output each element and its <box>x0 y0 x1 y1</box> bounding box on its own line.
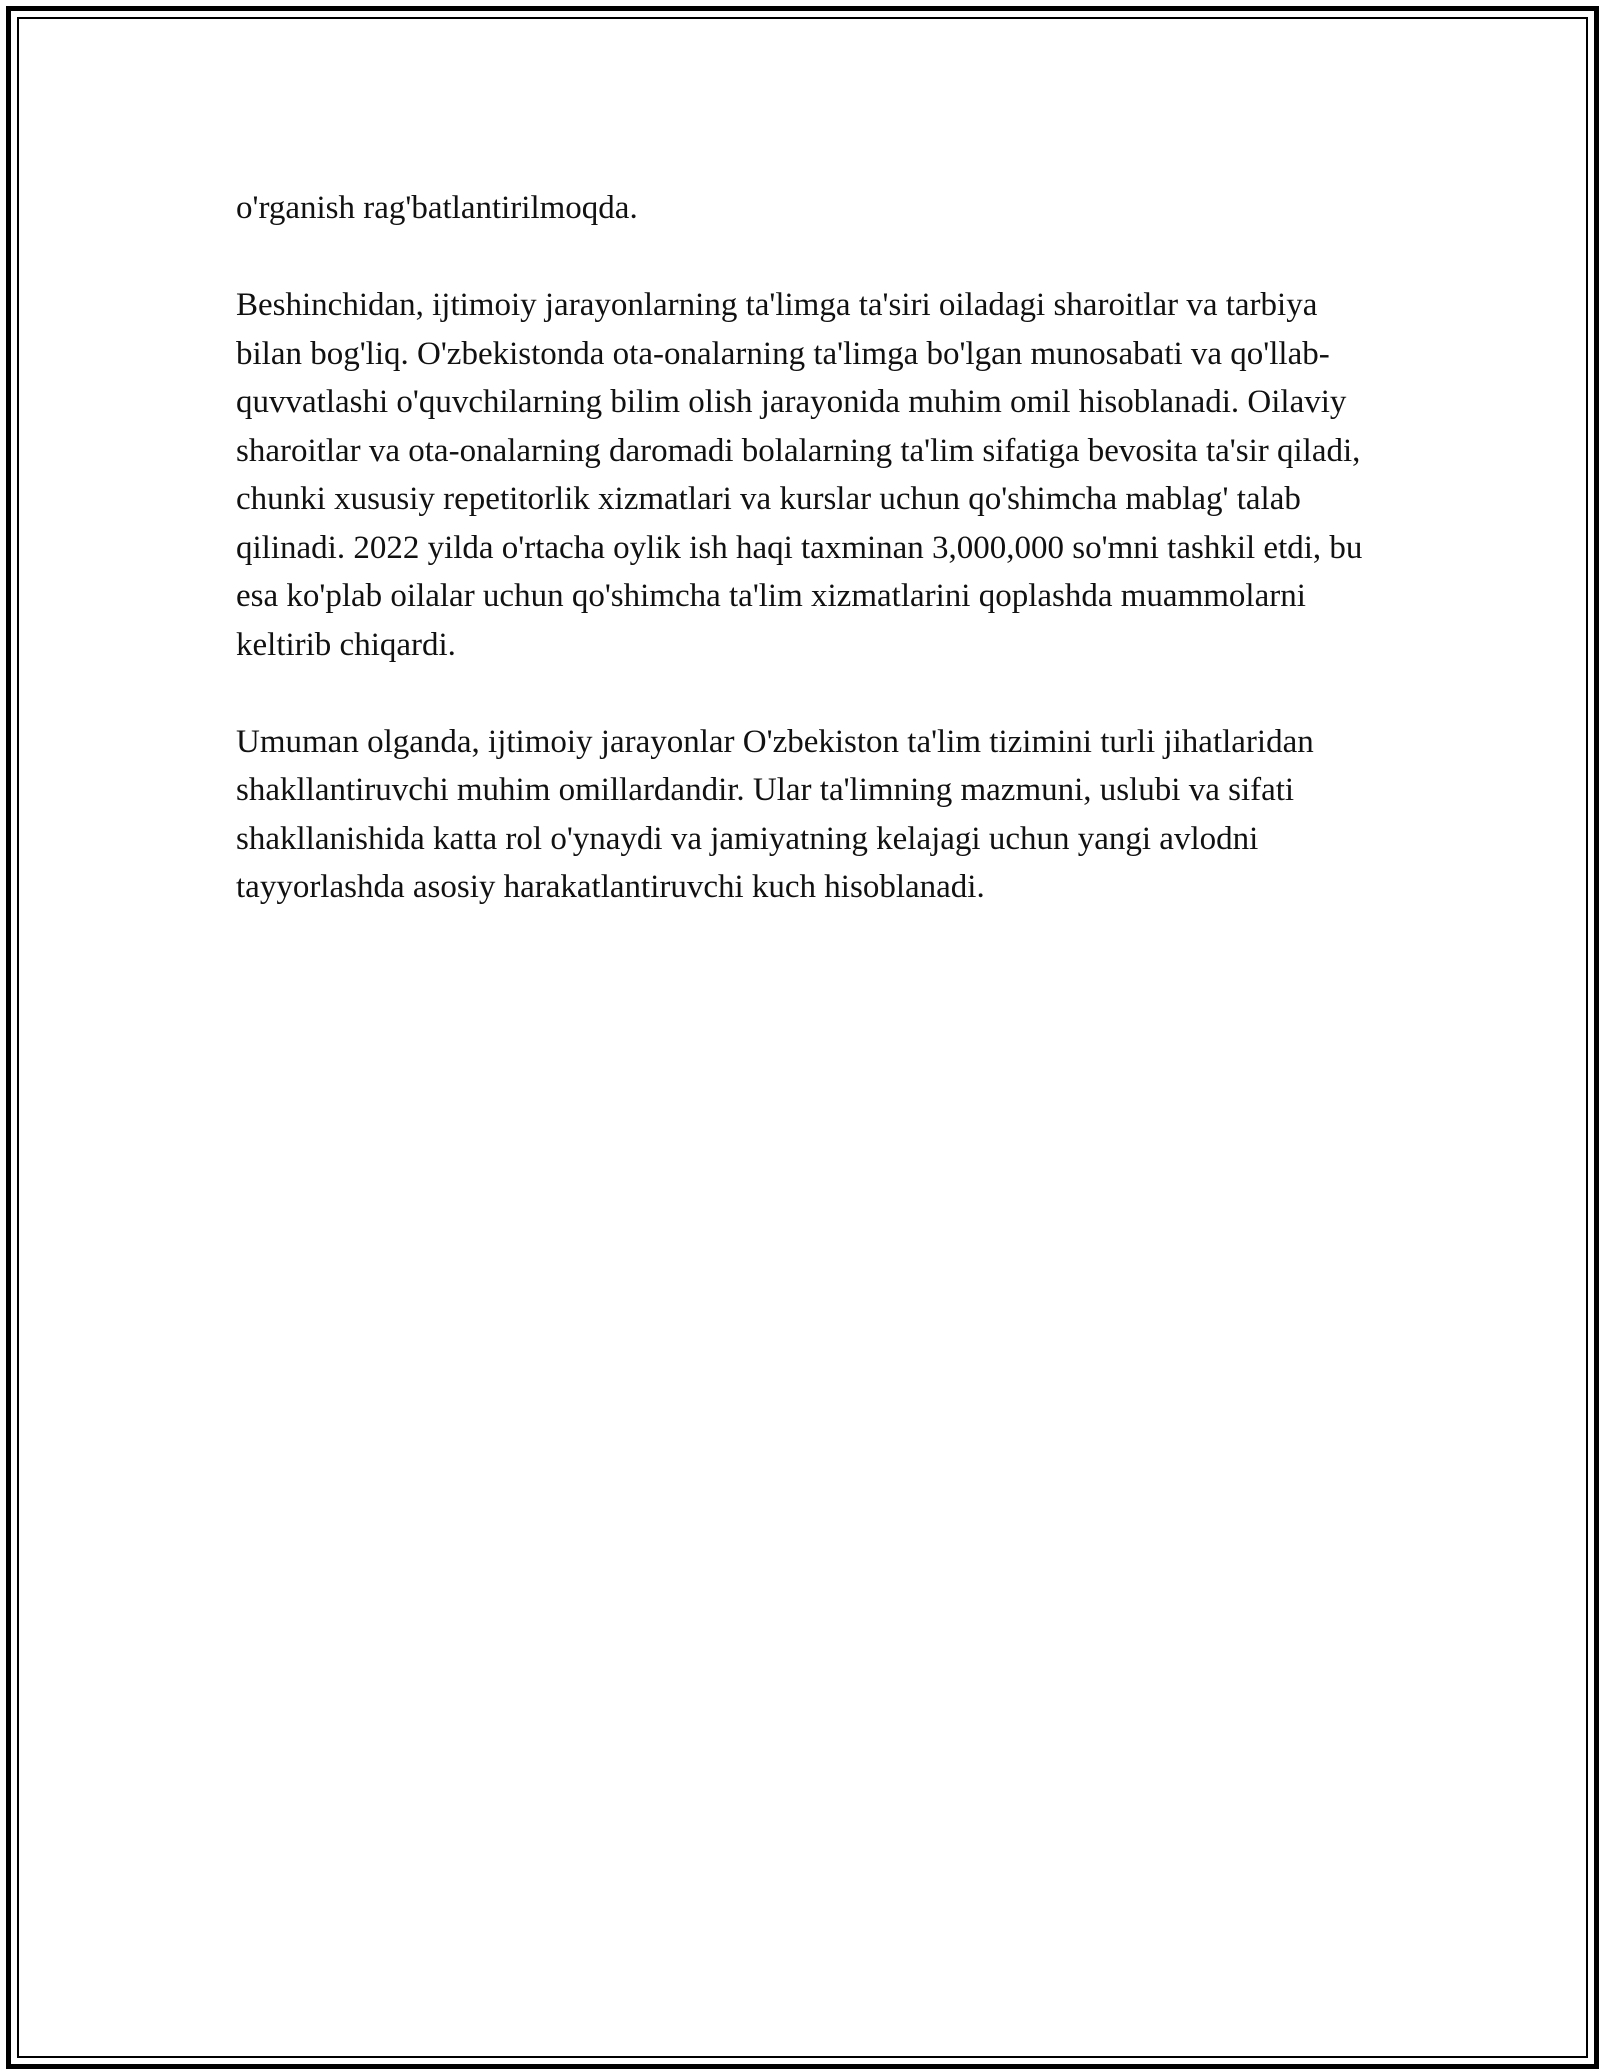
document-body <box>236 184 1376 960</box>
paragraph-continuation: o'rganish rag'batlantirilmoqda. <box>236 190 638 226</box>
paragraph-family-conditions: Beshinchidan, ijtimoiy jarayonlarning ta'limga ta'siri oiladagi sharoitlar va tarbiya bilan bog'liq. O'zbekistonda ota-onalarning ta'limga bo'lgan munosabati va qo'llab-quvvatlashi o'quvchilarning bilim olish jarayonida muhim omil hisoblanadi. Oilaviy sharoitlar va ota-onalarning daromadi bolalarning ta'lim sifatiga bevosita ta'sir qiladi, chunki xususiy repetitorlik xizmatlari va kurslar uchun qo'shimcha mablag' talab qilinadi. 2022 yilda o'rtacha oylik ish haqi taxminan 3,000,000 so'mni tashkil etdi, bu esa ko'plab oilalar uchun qo'shimcha ta'lim xizmatlarini qoplashda muammolarni keltirib chiqardi. <box>236 287 1363 663</box>
paragraph-conclusion: Umuman olganda, ijtimoiy jarayonlar O'zbekiston ta'lim tizimini turli jihatlaridan shakllantiruvchi muhim omillardandir. Ular ta'limning mazmuni, uslubi va sifati shakllanishida katta rol o'ynaydi va jamiyatning kelajagi uchun yangi avlodni tayyorlashda asosiy harakatlantiruvchi kuch hisoblanadi. <box>236 723 1314 905</box>
